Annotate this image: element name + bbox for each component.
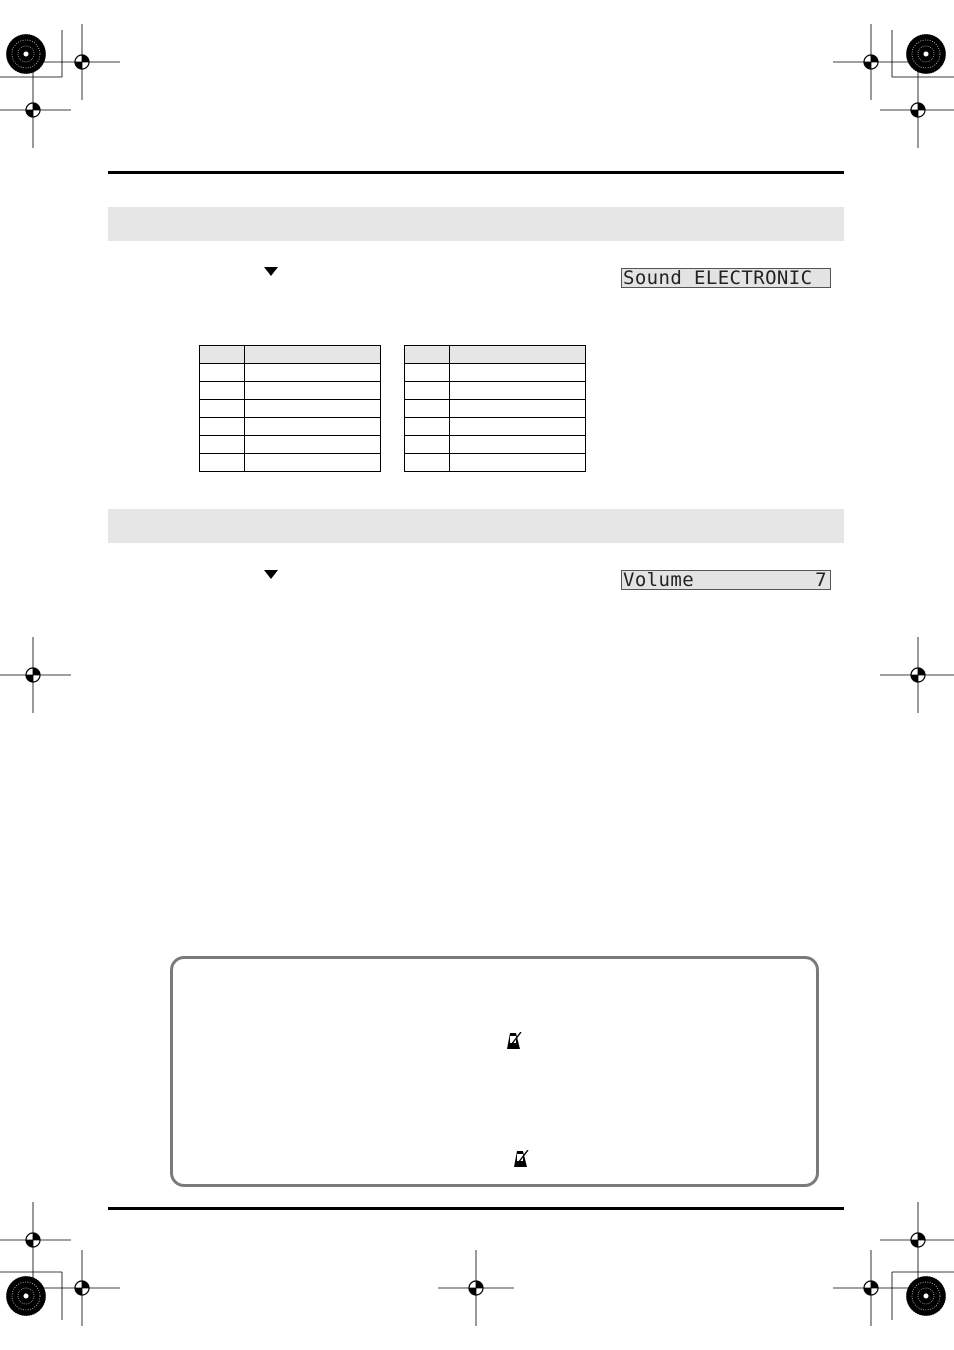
table-row bbox=[405, 364, 586, 382]
metronome-icon bbox=[513, 1150, 529, 1168]
table-row bbox=[405, 436, 586, 454]
lcd-value bbox=[827, 269, 830, 287]
table-row bbox=[200, 436, 381, 454]
lcd-text: Volume bbox=[623, 569, 695, 591]
down-triangle-icon bbox=[264, 570, 278, 579]
rosette-mark-icon bbox=[6, 1276, 46, 1316]
lcd-value: 7 bbox=[815, 569, 827, 591]
rosette-mark-icon bbox=[906, 1276, 946, 1316]
metronome-icon bbox=[506, 1032, 522, 1050]
header-rule bbox=[108, 171, 844, 174]
lcd-display bbox=[621, 570, 831, 590]
lcd-display bbox=[621, 268, 831, 288]
down-triangle-icon bbox=[264, 267, 278, 276]
section-heading-band bbox=[108, 509, 844, 543]
sound-table-right bbox=[404, 345, 586, 472]
table-row bbox=[405, 454, 586, 472]
table-row bbox=[200, 400, 381, 418]
footer-rule bbox=[108, 1207, 844, 1210]
section-heading-band bbox=[108, 207, 844, 241]
table-row bbox=[200, 454, 381, 472]
sound-table-left bbox=[199, 345, 381, 472]
note-box bbox=[170, 956, 819, 1187]
rosette-mark-icon bbox=[6, 34, 46, 74]
table-row bbox=[405, 400, 586, 418]
rosette-mark-icon bbox=[906, 34, 946, 74]
table-row bbox=[405, 418, 586, 436]
table-row bbox=[200, 418, 381, 436]
table-row bbox=[405, 382, 586, 400]
lcd-text: Sound ELECTRONIC bbox=[623, 267, 813, 289]
table-row bbox=[200, 382, 381, 400]
table-row bbox=[200, 364, 381, 382]
